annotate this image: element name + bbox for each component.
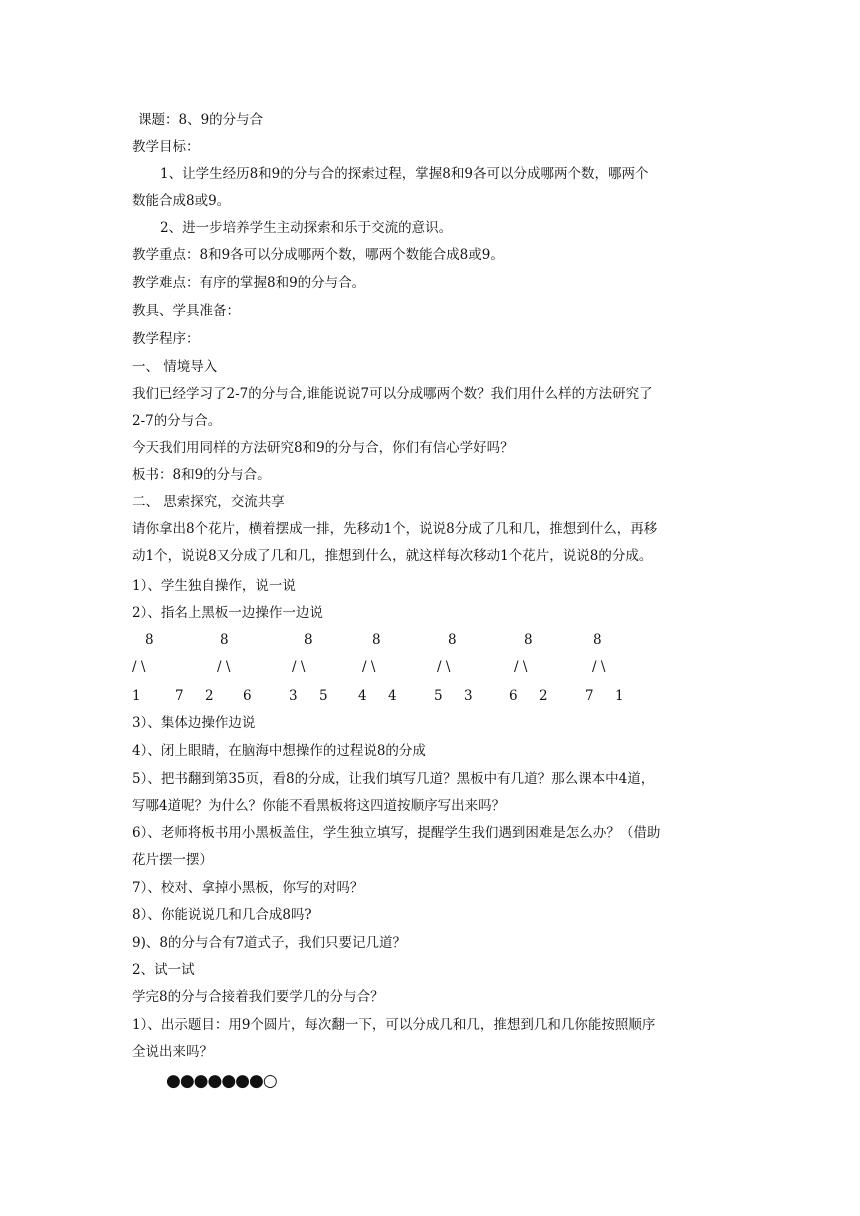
materials: 教具、学具准备： [132, 303, 240, 319]
decomp-part: 6 [509, 688, 518, 704]
decomp-branch-4: / \ [362, 659, 376, 675]
objective-2: 2、进一步培养学生主动探索和乐于交流的意识。 [160, 220, 453, 236]
decomp-top-2: 8 [220, 632, 229, 648]
decomposition-slashes [132, 658, 632, 676]
key-point: 教学重点：8和9各可以分成哪两个数，哪两个数能合成8或9。 [132, 247, 504, 263]
decomp-part: 7 [175, 688, 184, 704]
section-try-heading: 2、试一试 [132, 962, 195, 978]
section-heading-objectives: 教学目标： [132, 139, 200, 155]
step-6: 6）、老师将板书用小黑板盖住，学生独立填写，提醒学生我们遇到困难是怎么办？（借助 [132, 825, 661, 841]
lesson-title: 课题：8、9的分与合 [138, 112, 264, 128]
decomp-branch-1: / \ [132, 659, 146, 675]
decomp-part: 7 [585, 688, 594, 704]
decomp-part: 1 [132, 688, 141, 704]
step-1: 1）、学生独自操作，说一说 [132, 578, 296, 594]
step-7: 7）、校对、拿掉小黑板，你写的对吗？ [132, 880, 364, 896]
decomp-top-1: 8 [145, 632, 154, 648]
try-step-1: 1）、出示题目：用9个圆片，每次翻一下，可以分成几和几，推想到几和几你能按照顺序 [132, 1017, 656, 1033]
step-4: 4）、闭上眼睛，在脑海中想操作的过程说8的分成 [132, 743, 426, 759]
decomp-top-5: 8 [448, 632, 457, 648]
difficult-point: 教学难点：有序的掌握8和9的分与合。 [132, 275, 366, 291]
section-2-heading: 二、 思索探究，交流共享 [132, 494, 285, 510]
step-8: 8）、你能说说几和几合成8吗? [132, 907, 312, 923]
paragraph-4: 学完8的分与合接着我们要学几的分与合？ [132, 989, 384, 1005]
decomp-part: 5 [434, 688, 443, 704]
decomp-part: 5 [319, 688, 328, 704]
procedure-heading: 教学程序： [132, 331, 200, 347]
step-6-cont: 花片摆一摆） [132, 852, 213, 868]
decomp-top-7: 8 [593, 632, 602, 648]
section-1-heading: 一、 情境导入 [132, 359, 218, 375]
decomp-part: 3 [464, 688, 473, 704]
decomp-branch-7: / \ [592, 659, 606, 675]
blackboard-note: 板书：8和9的分与合。 [132, 467, 271, 483]
step-5: 5）、把书翻到第35页，看8的分成，让我们填写几道？黑板中有几道？那么课本中4道， [132, 771, 655, 787]
decomp-branch-2: / \ [217, 659, 231, 675]
decomp-part: 4 [388, 688, 397, 704]
decomp-part: 6 [243, 688, 252, 704]
paragraph-3-cont: 动1个，说说8又分成了几和几，推想到什么，就这样每次移动1个花片，说说8的分成。 [132, 548, 653, 564]
decomp-part: 2 [205, 688, 214, 704]
decomp-branch-6: / \ [514, 659, 528, 675]
paragraph-1-cont: 2-7的分与合。 [132, 413, 222, 429]
objective-1: 1、让学生经历8和9的分与合的探索过程，掌握8和9各可以分成哪两个数，哪两个 [160, 166, 649, 182]
paragraph-1: 我们已经学习了2-7的分与合,谁能说说7可以分成哪两个数？我们用什么样的方法研究了 [132, 386, 653, 402]
step-5-cont: 写哪4道呢？为什么？你能不看黑板将这四道按顺序写出来吗？ [132, 798, 506, 814]
step-3: 3）、集体边操作边说 [132, 715, 256, 731]
decomposition-pairs [132, 687, 632, 705]
decomp-top-4: 8 [372, 632, 381, 648]
decomp-top-3: 8 [304, 632, 313, 648]
paragraph-3: 请你拿出8个花片，横着摆成一排，先移动1个，说说8分成了几和几，推想到什么，再移 [132, 521, 658, 537]
objective-1-cont: 数能合成8或9。 [132, 193, 231, 209]
decomp-part: 2 [539, 688, 548, 704]
decomp-branch-3: / \ [292, 659, 306, 675]
decomp-part: 3 [289, 688, 298, 704]
decomposition-tops [132, 631, 632, 649]
try-step-1-cont: 全说出来吗？ [132, 1044, 213, 1060]
decomp-part: 1 [615, 688, 624, 704]
decomp-part: 4 [358, 688, 367, 704]
decomp-branch-5: / \ [437, 659, 451, 675]
counter-dots: ●●●●●●●○ [166, 1071, 277, 1091]
paragraph-2: 今天我们用同样的方法研究8和9的分与合，你们有信心学好吗？ [132, 440, 514, 456]
decomp-top-6: 8 [524, 632, 533, 648]
step-9: 9)、8的分与合有7道式子，我们只要记几道？ [132, 935, 407, 951]
step-2: 2）、指名上黑板一边操作一边说 [132, 605, 323, 621]
